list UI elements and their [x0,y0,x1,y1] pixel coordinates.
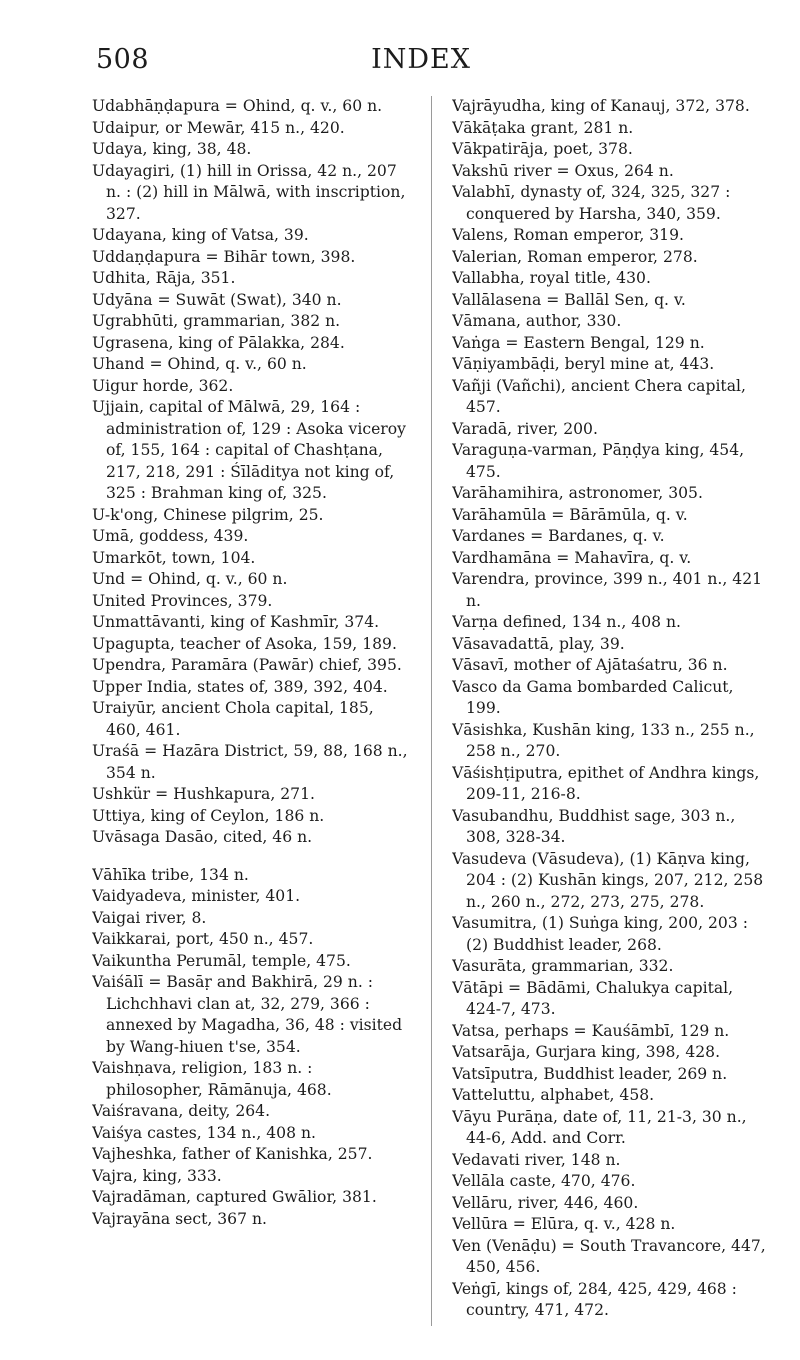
index-entry: Uraiyūr, ancient Chola capital, 185, 460, 461. [92,699,374,739]
index-entry: Vellūra = Elūra, q. v., 428 n. [452,1215,676,1233]
index-entry: Vaishṇava, religion, 183 n. : philosopher, Rāmānuja, 468. [92,1059,332,1099]
index-entry: Vañji (Vañchi), ancient Chera capital, 457. [452,376,746,416]
index-entry: Uhand = Ohind, q. v., 60 n. [92,355,307,373]
index-entry: Vasco da Gama bombarded Calicut, 199. [452,677,734,717]
index-entry: Uraśā = Hazāra District, 59, 88, 168 n., 354 n. [92,742,408,782]
index-entry: Unmattāvanti, king of Kashmīr, 374. [92,613,380,631]
right-column [452,96,770,1336]
left-column [92,96,410,1336]
index-entry: Upper India, states of, 389, 392, 404. [92,677,388,696]
index-entry: Vatsīputra, Buddhist leader, 269 n. [452,1064,728,1083]
index-entry: Vasurāta, grammarian, 332. [452,957,674,975]
index-entry: Vellāru, river, 446, 460. [452,1193,639,1212]
index-entry: Vajrayāna sect, 367 n. [92,1209,267,1228]
index-entry: Vatsarāja, Gurjara king, 398, 428. [452,1043,721,1061]
index-entry: Udaya, king, 38, 48. [92,140,252,158]
index-entry: Varaguṇa-varman, Pāṇḍya king, 454, 475. [452,441,745,481]
index-entry: Vāśishṭiputra, epithet of Andhra kings, 209-11, 216-8. [452,763,760,803]
index-entry: Vajrāyudha, king of Kanauj, 372, 378. [452,97,750,115]
index-entry: Umarkōt, town, 104. [92,548,256,567]
index-entry: Ven (Venāḍu) = South Travancore, 447, 450, 456. [452,1236,766,1276]
index-entry: Vatteluttu, alphabet, 458. [452,1086,655,1104]
index-entry: Udhita, Rāja, 351. [92,269,236,287]
index-entry: Udabhāṇḍapura = Ohind, q. v., 60 n. [92,97,383,115]
index-entry: Vakshū river = Oxus, 264 n. [452,161,674,180]
index-entry: Vaigai river, 8. [92,908,207,927]
index-entry: Vedavati river, 148 n. [452,1150,621,1169]
index-entry: Vallabha, royal title, 430. [452,269,651,287]
index-entry: Vasumitra, (1) Suṅga king, 200, 203 : (2) Buddhist leader, 268. [452,914,748,954]
index-entry: Vaikkarai, port, 450 n., 457. [92,930,314,948]
index-entry: Vākpatirāja, poet, 378. [452,140,633,158]
column-divider [431,96,432,1326]
index-entry: Vaiśravana, deity, 264. [92,1102,271,1120]
index-entry: Uddaṇḍapura = Bihār town, 398. [92,247,356,266]
index-entry: Vātāpi = Bādāmi, Chalukya capital, 424-7, 473. [452,978,734,1018]
index-entry: Vāsavadattā, play, 39. [452,634,625,653]
running-title: INDEX [371,44,471,75]
index-entry: Varṇa defined, 134 n., 408 n. [452,613,682,631]
index-entry: Ugrasena, king of Pālakka, 284. [92,333,345,352]
page-header [96,44,746,80]
page-number: 508 [96,44,150,75]
section-gap [92,849,410,865]
index-entry: Vatsa, perhaps = Kauśāmbī, 129 n. [452,1021,730,1040]
index-entry: Valerian, Roman emperor, 278. [452,247,698,266]
index-entry: Vāmana, author, 330. [452,312,622,330]
index-entry: Udayagiri, (1) hill in Orissa, 42 n., 207 n. : (2) hill in Mālwā, with inscription, 327. [92,161,406,223]
index-entry: Udayana, king of Vatsa, 39. [92,226,309,244]
index-entry: Vāhīka tribe, 134 n. [92,865,249,884]
index-entry: Ushkür = Hushkapura, 271. [92,785,315,803]
index-entry: Vāyu Purāṇa, date of, 11, 21-3, 30 n., 44-6, Add. and Corr. [452,1107,747,1147]
index-entry: Valabhī, dynasty of, 324, 325, 327 : conquered by Harsha, 340, 359. [452,183,731,223]
index-entry: Vallālasena = Ballāl Sen, q. v. [452,290,686,309]
index-entry: Vajra, king, 333. [92,1166,222,1185]
index-entry: Varadā, river, 200. [452,419,598,438]
index-entry: Vardanes = Bardanes, q. v. [452,527,665,545]
index-entry: Valens, Roman emperor, 319. [452,226,684,244]
index-entry: Vākāṭaka grant, 281 n. [452,118,634,137]
index-entry: Vasudeva (Vāsudeva), (1) Kāṇva king, 204 : (2) Kushān kings, 207, 212, 258 n., 260 n., 272, 273, 275, 278. [452,849,764,911]
index-entry: Upagupta, teacher of Asoka, 159, 189. [92,634,397,653]
index-entry: Vajradāman, captured Gwālior, 381. [92,1188,377,1206]
index-entry: Vaiśālī = Basāṛ and Bakhirā, 29 n. : Lichchhavi clan at, 32, 279, 366 : annexed by Magadha, 36, 48 : visited by Wang-hiuen t'se, 354. [92,973,403,1056]
index-entry: Vajheshka, father of Kanishka, 257. [92,1145,373,1163]
index-entry: Vāsishka, Kushān king, 133 n., 255 n., 258 n., 270. [452,720,755,760]
index-entry: Vāsavī, mother of Ajātaśatru, 36 n. [452,656,728,674]
index-entry: Umā, goddess, 439. [92,527,249,545]
index-entry: Udyāna = Suwāt (Swat), 340 n. [92,290,342,309]
index-entry: Upendra, Paramāra (Pawār) chief, 395. [92,656,402,674]
index-entry: Varāhamihira, astronomer, 305. [452,484,703,502]
index-entry: U-k'ong, Chinese pilgrim, 25. [92,505,324,524]
index-entry: Uigur horde, 362. [92,376,234,395]
index-entry: Vāṇiyambāḍi, beryl mine at, 443. [452,355,715,373]
index-entry: Vaṅga = Eastern Bengal, 129 n. [452,333,705,352]
index-entry: Uttiya, king of Ceylon, 186 n. [92,806,325,825]
index-entry: Vellāla caste, 470, 476. [452,1172,636,1190]
index-entry: United Provinces, 379. [92,591,273,610]
index-entry: Ujjain, capital of Mālwā, 29, 164 : administration of, 129 : Asoka viceroy of, 155, 164 : capital of Chashṭana, 217, 218, 291 : Śīlāditya not king of, 325 : Brahman king of, 325. [92,398,406,502]
index-entry: Vaikuntha Perumāl, temple, 475. [92,951,351,970]
index-columns [92,96,764,1336]
index-entry: Vaidyadeva, minister, 401. [92,887,301,905]
index-entry: Und = Ohind, q. v., 60 n. [92,570,288,588]
index-entry: Udaipur, or Mewār, 415 n., 420. [92,118,345,137]
index-entry: Ugrabhūti, grammarian, 382 n. [92,312,341,330]
index-entry: Varāhamūla = Bārāmūla, q. v. [452,505,688,524]
index-entry: Vaiśya castes, 134 n., 408 n. [92,1123,316,1142]
index-entry: Vardhamāna = Mahavīra, q. v. [452,548,692,567]
index-entry: Veṅgī, kings of, 284, 425, 429, 468 : country, 471, 472. [452,1279,737,1319]
index-entry: Uvāsaga Dasāo, cited, 46 n. [92,828,313,846]
index-entry: Vasubandhu, Buddhist sage, 303 n., 308, 328-34. [452,806,736,846]
index-entry: Varendra, province, 399 n., 401 n., 421 n. [452,570,763,610]
